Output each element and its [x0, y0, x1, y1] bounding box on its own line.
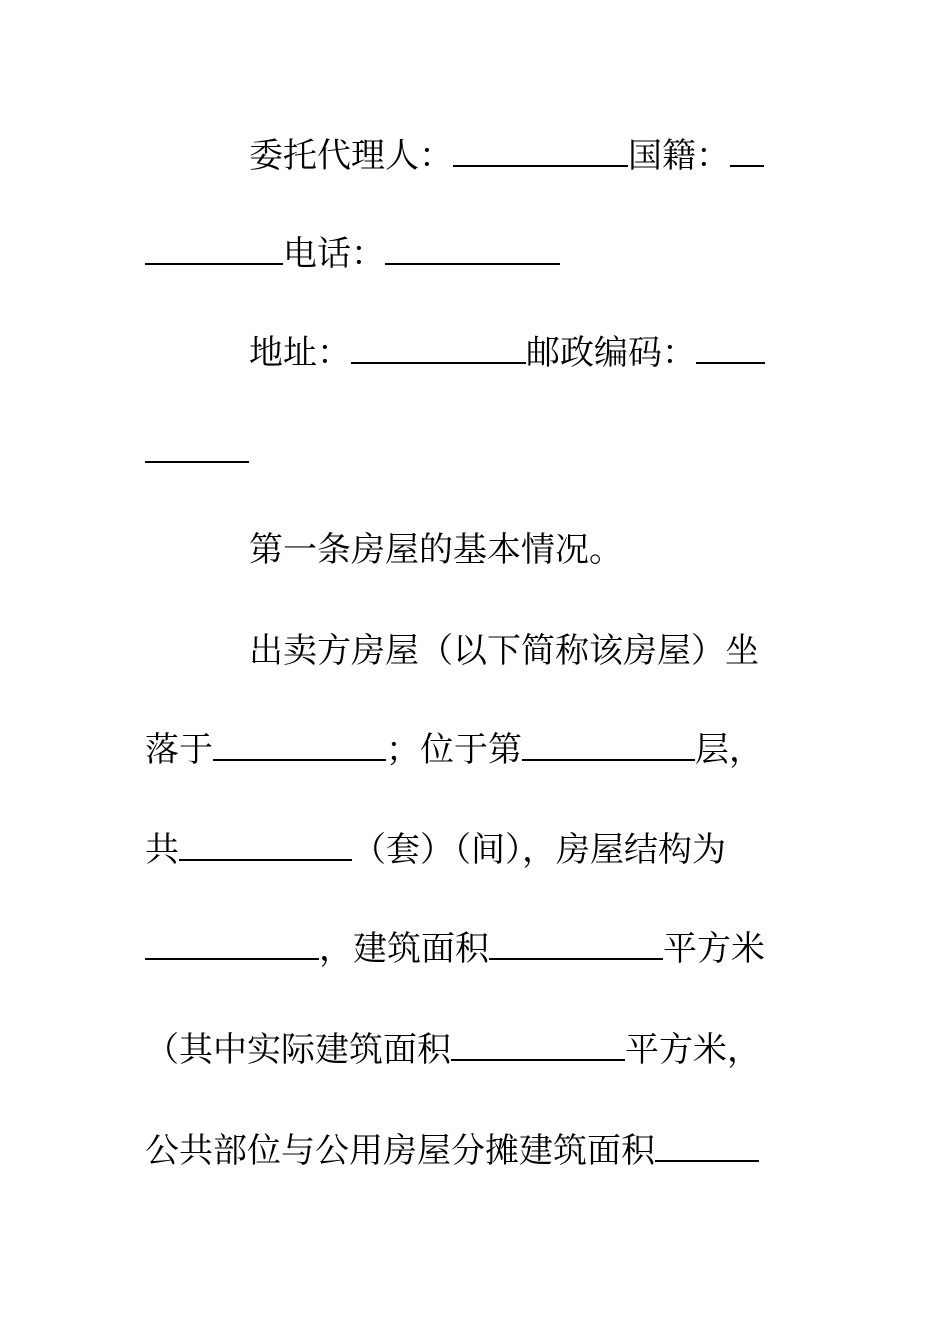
structure-blank[interactable]	[145, 928, 319, 960]
nationality-blank-start[interactable]	[730, 135, 764, 167]
actual-area-blank[interactable]	[451, 1029, 625, 1061]
actual-area-label: （其中实际建筑面积	[145, 1030, 451, 1070]
house-location-intro: 出卖方房屋（以下简称该房屋）坐	[249, 631, 759, 671]
article-one-heading	[145, 530, 889, 570]
phone-line	[145, 233, 785, 273]
postal-code-blank-end[interactable]	[145, 431, 249, 463]
total-label: 共	[145, 830, 179, 870]
floor-label: ；位于第	[386, 730, 522, 770]
rooms-structure-label: （套）（间），房屋结构为	[352, 830, 726, 870]
location-blank[interactable]	[213, 729, 386, 761]
building-area-blank[interactable]	[489, 928, 663, 960]
phone-label: 电话：	[283, 234, 385, 274]
agent-blank[interactable]	[453, 135, 628, 167]
house-location-intro-line	[145, 631, 889, 671]
shared-area-blank[interactable]	[655, 1130, 759, 1162]
postal-code-blank-start[interactable]	[696, 332, 765, 364]
address-label: 地址：	[249, 333, 351, 373]
postal-code-label: 邮政编码：	[526, 333, 696, 373]
square-meters-label: 平方米	[663, 929, 765, 969]
nationality-label: 国籍：	[628, 136, 730, 176]
floor-unit-label: 层，	[695, 730, 763, 770]
location-floor-line	[145, 729, 785, 769]
building-area-label: ，建筑面积	[319, 929, 489, 969]
nationality-blank-end[interactable]	[145, 233, 283, 265]
postal-code-continuation-line	[145, 431, 785, 471]
floor-blank[interactable]	[522, 729, 695, 761]
rooms-structure-line	[145, 829, 785, 869]
rooms-blank[interactable]	[179, 829, 352, 861]
phone-blank[interactable]	[385, 233, 560, 265]
shared-area-line	[145, 1130, 785, 1170]
address-line	[145, 332, 889, 372]
actual-area-unit: 平方米，	[625, 1030, 761, 1070]
actual-area-line	[145, 1029, 785, 1069]
article-one-title: 第一条房屋的基本情况。	[249, 530, 623, 570]
address-blank[interactable]	[351, 332, 526, 364]
structure-area-line	[145, 928, 785, 968]
shared-area-label: 公共部位与公用房屋分摊建筑面积	[145, 1131, 655, 1171]
agent-label: 委托代理人：	[249, 136, 453, 176]
agent-line	[145, 135, 889, 175]
located-at-label: 落于	[145, 730, 213, 770]
